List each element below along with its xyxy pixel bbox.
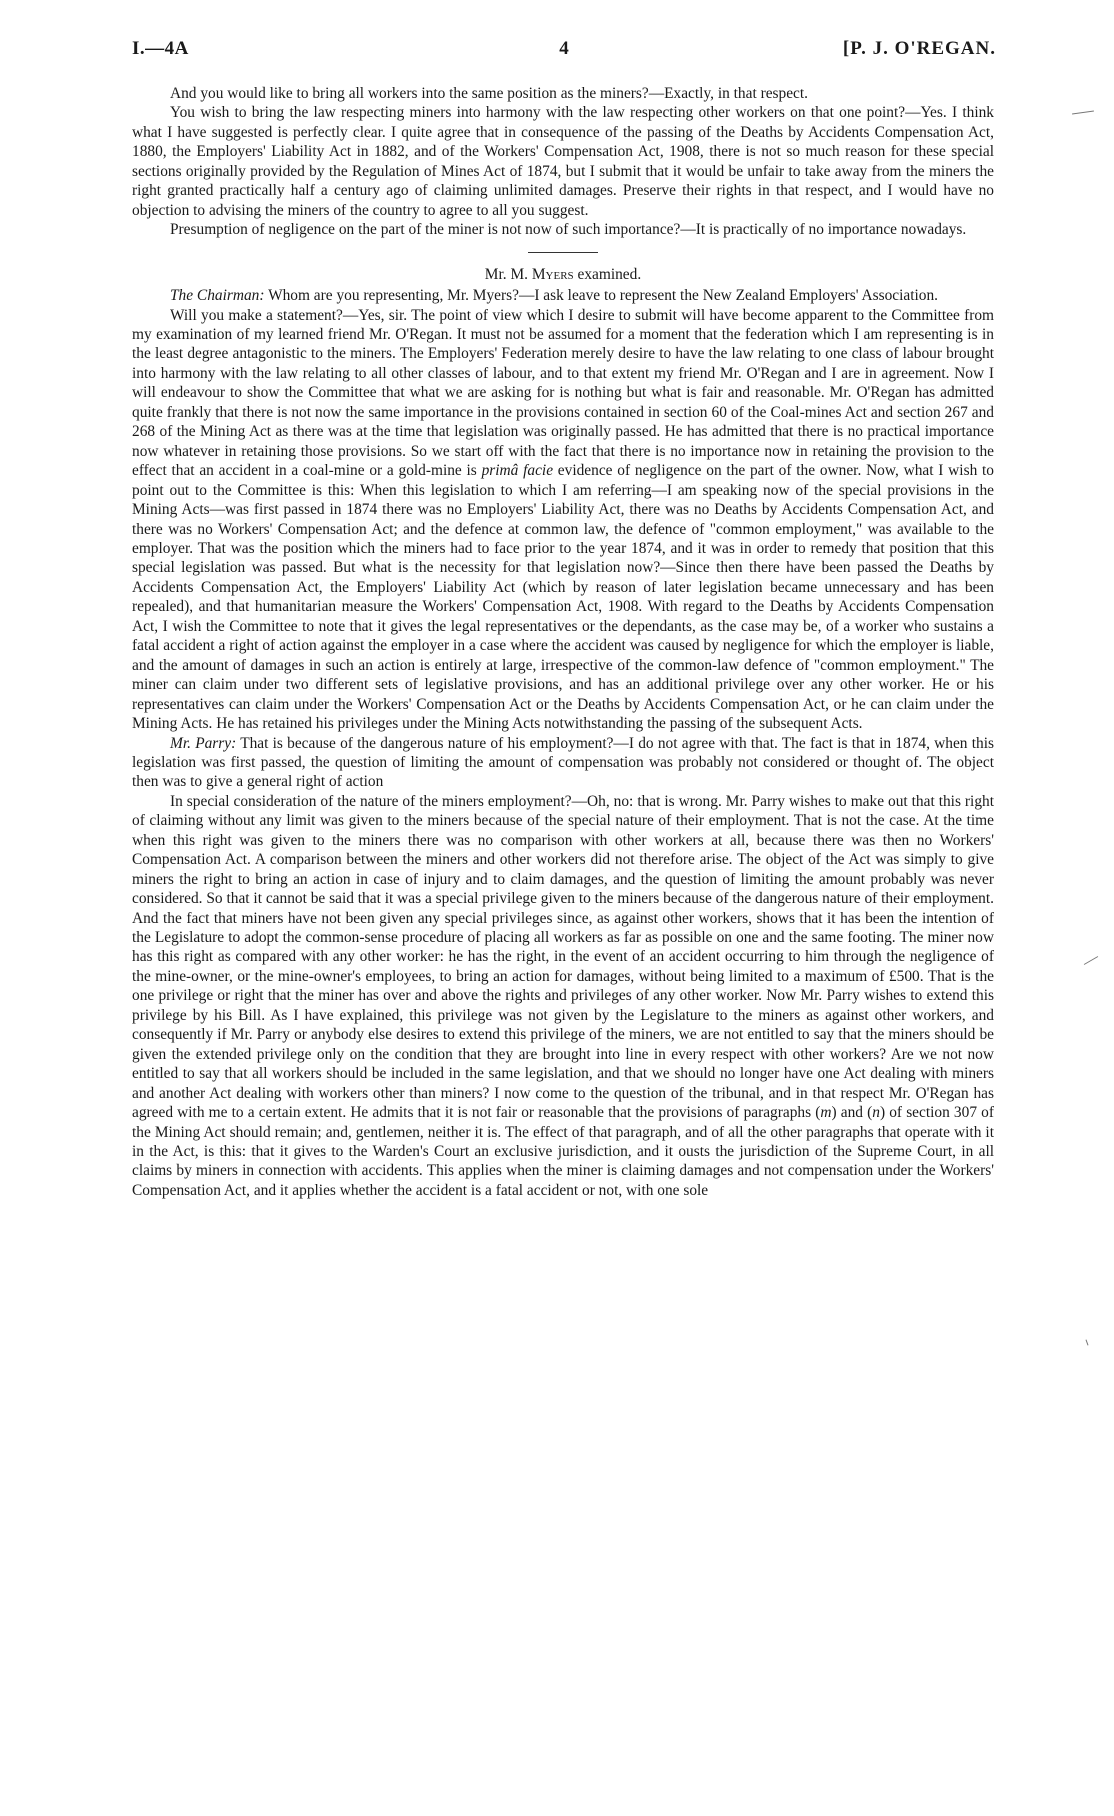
- section-divider: [528, 252, 598, 253]
- paragraph: [132, 286, 994, 305]
- margin-mark: [1086, 1340, 1089, 1346]
- paragraph-text: ) of section 307 of the Mining Act should remain; and, gentlemen, neither it is. The effect of that paragraph, and of all the other paragraphs that operate with it in the Act, is this: that it gives to the Warden's Court an exclusive jurisdiction, and it ousts the jurisdiction of the Supreme Court, in all claims by miners in connection with accidents. This applies when the miner is claiming damages and not compensation under the Workers' Compensation Act, and it applies whether the accident is a fatal accident or not, with one sole: [132, 1104, 994, 1199]
- page-header: [132, 38, 996, 68]
- paragraph: Presumption of negligence on the part of the miner is not now of such importance?—It is practically of no importance nowadays.: [170, 221, 967, 239]
- margin-mark: [1072, 110, 1094, 114]
- paragraph: [132, 306, 994, 734]
- document-body: [132, 84, 994, 1200]
- paragraph-text: evidence of negligence on the part of the owner. Now, what I wish to point out to the Committee is this: When this legislation to which I am referring—I am speaking now of the special provisions in the Mining Acts—was first passed in 1874 there was no Employers' Liability Act, there was no Deaths by Accidents Compensation Act, and there was no Workers' Compensation Act; and the defence at common law, the defence of "common employment," was available to the employer. That was the position which the miners had to face prior to the year 1874, and it was in order to remedy that position that this special legislation was passed. But what is the necessity for that legislation now?—Since then there have been passed the Deaths by Accidents Compensation Act, the Employers' Liability Act (which by reason of later legislation became unnecessary and has been repealed), and that humanitarian measure the Workers' Compensation Act, 1908. With regard to the Deaths by Accidents Compensation Act, I wish the Committee to note that it gives the legal representatives or the dependants, as the case may be, of a worker who sustains a fatal accident a right of action against the employer in a case where the accident was caused by negligence for which the employer is liable, and the amount of damages in such an action is entirely at large, irrespective of the common-law defence of "common employment." The miner can claim under two different sets of legislative provisions, and has an additional privilege over any other worker. He or his representatives can claim under the Workers' Compensation Act or the Deaths by Accidents Compensation Act, or he can claim under the Mining Acts. He has retained his privileges under the Mining Acts notwithstanding the passing of the subsequent Acts.: [132, 462, 994, 733]
- italic-term: primâ facie: [481, 462, 554, 480]
- speaker-label: The Chairman:: [170, 287, 265, 305]
- page-number: 4: [559, 38, 569, 59]
- witness-name-header: [P. J. O'REGAN.: [842, 38, 996, 59]
- paragraph: [132, 734, 994, 792]
- paragraph: [132, 792, 994, 1201]
- paragraph-text: ) and (: [831, 1104, 873, 1122]
- examination-heading: [132, 265, 994, 284]
- heading-prefix: Mr. M.: [484, 265, 532, 283]
- speaker-label: Mr. Parry:: [170, 734, 237, 752]
- italic-letter: n: [872, 1104, 880, 1122]
- witness-name: Myers: [531, 265, 574, 283]
- paragraph: And you would like to bring all workers into the same position as the miners?—Exactly, in that respect.: [170, 85, 809, 102]
- heading-suffix: examined.: [573, 265, 642, 283]
- document-reference: I.—4A: [132, 38, 189, 59]
- paragraph: You wish to bring the law respecting miners into harmony with the law respecting other workers on that one point?—Yes. I think what I have suggested is perfectly clear. I quite agree that in consequence of the passing of the Deaths by Accidents Compensation Act, 1880, the Employers' Liability Act in 1882, and of the Workers' Compensation Act, 1908, there is not so much reason for these special sections originally provided by the Regulation of Mines Act of 1874, but I submit that it would be unfair to take away from the miners the right granted practically half a century ago of claiming unlimited damages. Preserve their rights in that respect, and I would have no objection to advising the miners of the country to agree to all you suggest.: [132, 104, 994, 219]
- paragraph-text: Whom are you representing, Mr. Myers?—I ask leave to represent the New Zealand Employers' Association.: [264, 287, 938, 305]
- italic-letter: m: [820, 1104, 832, 1122]
- paragraph-text: That is because of the dangerous nature of his employment?—I do not agree with that. The fact is that in 1874, when this legislation was first passed, the question of limiting the amount of compensation was probably not considered or thought of. The object then was to give a general right of action: [132, 734, 994, 791]
- margin-mark: [1084, 956, 1098, 965]
- paragraph-text: In special consideration of the nature of the miners employment?—Oh, no: that is wrong. Mr. Parry wishes to make out that this right of claiming without any limit was given to the miners because of the special nature of their employment. That is not the case. At the time when this right was given to the miners there was no comparison with other workers at all, because there was then no Workers' Compensation Act. A comparison between the miners and other workers did not therefore arise. The object of the Act was simply to give miners the right to bring an action in case of injury and to claim damages, and the question of limiting the amount probably was never considered. So that it cannot be said that it was a special privilege given to the miners because of the dangerous nature of their employment. And the fact that miners have not been given any special privileges since, as against other workers, shows that it has been the intention of the Legislature to adopt the common-sense procedure of placing all workers as far as possible on one and the same footing. The miner now has this right as compared with any other worker: he has the right, in the event of an accident occurring to him through the negligence of the mine-owner, or the mine-owner's employees, to bring an action for damages, without being limited to a maximum of £500. That is the one privilege or right that the miner has over and above the rights and privileges of any other worker. Now Mr. Parry wishes to extend this privilege by his Bill. As I have explained, this privilege was not given by the Legislature to the miners as against other workers, and consequently if Mr. Parry or anybody else desires to extend this privilege of the miners, we are not entitled to say that the miners should be given the extended privilege only on the condition that they are brought into line in every respect with other workers? Are we not now entitled to say that all workers should be included in the same legislation, and that we should no longer have one Act dealing with miners and another Act dealing with workers other than miners? I now come to the question of the tribunal, and in that respect Mr. O'Regan has agreed with me to a certain extent. He admits that it is not fair or reasonable that the provisions of paragraphs (: [132, 792, 994, 1122]
- paragraph-text: Will you make a statement?—Yes, sir. The point of view which I desire to submit will have become apparent to the Committee from my examination of my learned friend Mr. O'Regan. It must not be assumed for a moment that the federation which I am representing is in the least degree antagonistic to the miners. The Employers' Federation merely desire to have the law relating to one class of labour brought into harmony with the law relating to all other classes of labour, and to that extent my friend Mr. O'Regan and I are in agreement. Now I will endeavour to show the Committee that what we are asking for is nothing but what is fair and reasonable. Mr. O'Regan has admitted quite frankly that there is not now the same importance in the provisions contained in section 60 of the Coal-mines Act and section 267 and 268 of the Mining Act as there was at the time that legislation was originally passed. He has admitted that there is no practical importance now whatever in retaining those provisions. So we start off with the fact that there is no importance now in retaining the provision to the effect that an accident in a coal-mine or a gold-mine is: [132, 306, 994, 480]
